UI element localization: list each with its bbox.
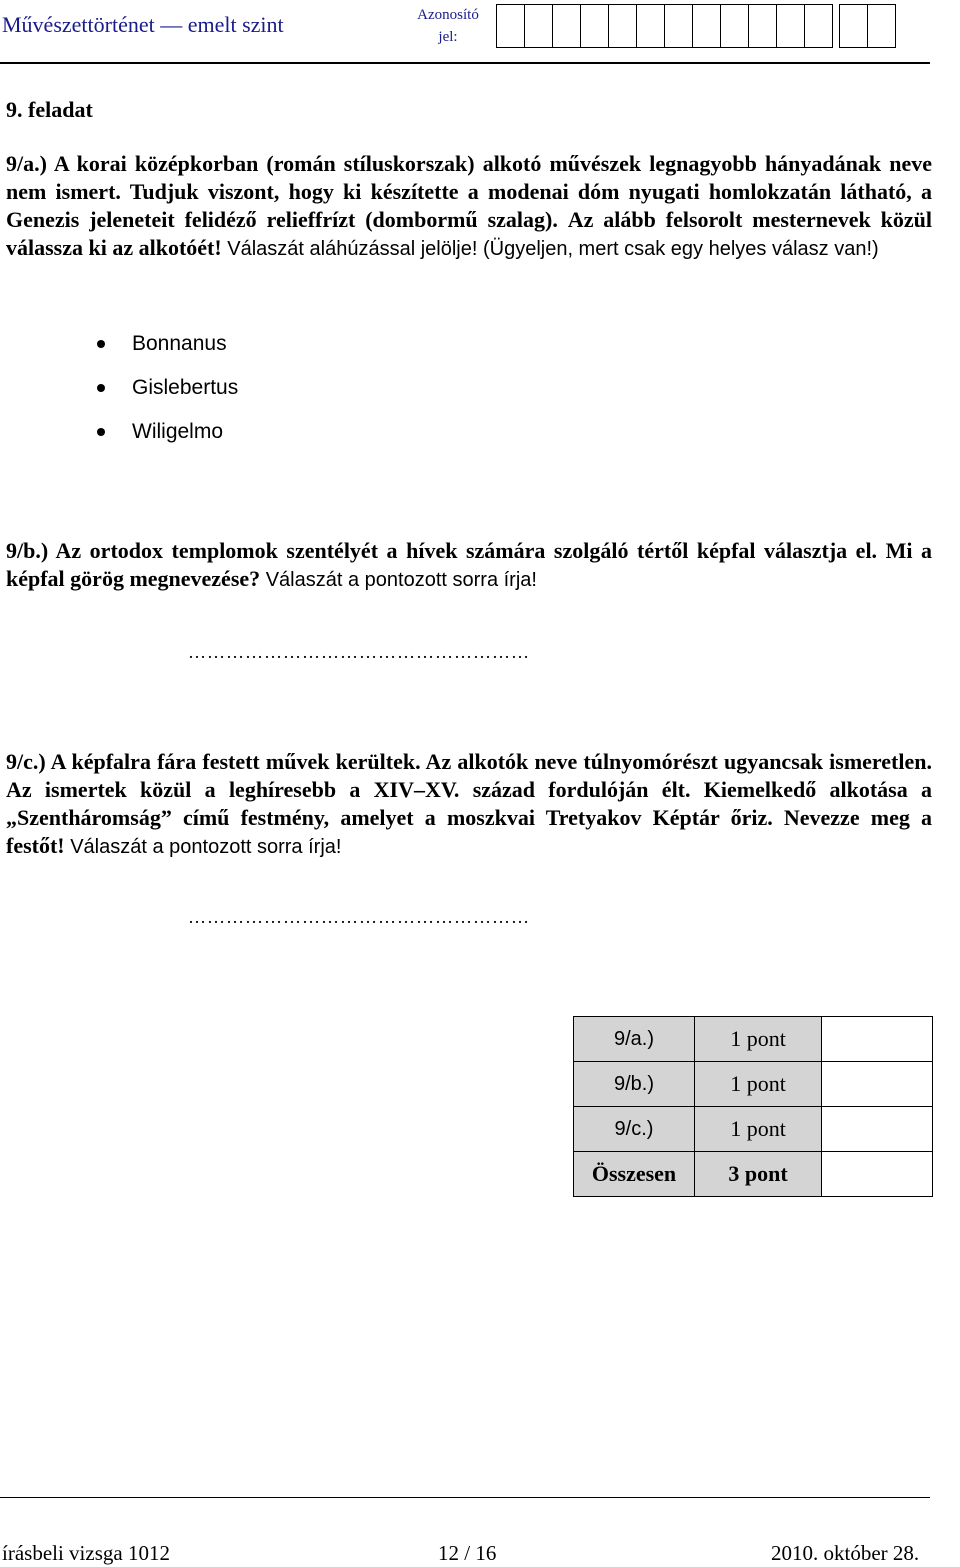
task-title: 9. feladat — [6, 97, 93, 122]
id-box[interactable] — [692, 4, 721, 48]
option-label: Wiligelmo — [132, 420, 224, 443]
option-label: Bonnanus — [132, 332, 227, 355]
score-table — [573, 1016, 933, 1197]
header-title: Művészettörténet — emelt szint — [2, 12, 284, 37]
score-row — [574, 1017, 933, 1062]
id-box[interactable] — [720, 4, 749, 48]
footer-page-number: 12 / 16 — [438, 1541, 497, 1565]
id-box[interactable] — [664, 4, 693, 48]
task-c-text — [6, 748, 932, 861]
id-label-line2: jel: — [438, 29, 458, 45]
footer-exam: írásbeli vizsga 1012 — [2, 1541, 170, 1565]
option-item[interactable] — [97, 322, 238, 366]
task-c-question: 9/c.) A képfalra fára festett művek kerültek. Az alkotók neve túlnyomórészt ugyancsak ismeretlen. Az ismertek közül a leghíresebb a XIV–XV. század fordulóján élt. Kiemelkedő alkotása a „Szentháromság” című festmény, amelyet a moszkvai Tretyakov Képtár őriz. Nevezze meg a festőt! — [6, 749, 932, 858]
score-label: 9/a.) — [574, 1017, 695, 1062]
task-b-answer-line[interactable]: ……………………………………………… — [188, 642, 530, 662]
score-points: 1 pont — [695, 1017, 822, 1062]
score-input-cell[interactable] — [822, 1062, 933, 1107]
option-label: Gislebertus — [132, 376, 239, 399]
task-a-instruction-plain: Válaszát aláhúzással jelölje! (Ügyeljen, mert csak egy helyes válasz van!) — [221, 238, 879, 260]
footer-rule — [0, 1497, 930, 1498]
id-box[interactable] — [839, 4, 868, 48]
score-input-cell[interactable] — [822, 1107, 933, 1152]
id-box[interactable] — [524, 4, 553, 48]
task-a-question: 9/a.) A korai középkorban (román stíluskorszak) alkotó művészek legnagyobb hányadának neve nem ismert. Tudjuk viszont, hogy ki készítette a modenai dóm nyugati homlokzatán látható, a Genezis jeleneteit felidéző relieffrízt (dombormű szalag). — [6, 151, 932, 232]
task-c-instruction: Válaszát a pontozott sorra írja! — [64, 836, 342, 858]
score-total-points: 3 pont — [695, 1152, 822, 1197]
footer-date: 2010. október 28. — [771, 1541, 920, 1565]
id-label — [408, 4, 488, 48]
task-b-instruction: Válaszát a pontozott sorra írja! — [260, 569, 537, 591]
bullet-icon — [97, 428, 105, 436]
bullet-icon — [97, 340, 105, 348]
id-box[interactable] — [748, 4, 777, 48]
score-label: 9/c.) — [574, 1107, 695, 1152]
id-input-boxes[interactable] — [497, 4, 896, 48]
id-box[interactable] — [867, 4, 896, 48]
id-label-line1: Azonosító — [417, 7, 479, 23]
score-points: 1 pont — [695, 1107, 822, 1152]
score-row — [574, 1107, 933, 1152]
option-item[interactable] — [97, 366, 238, 410]
task-a-text — [6, 150, 932, 263]
option-item[interactable] — [97, 410, 238, 454]
score-points: 1 pont — [695, 1062, 822, 1107]
score-total-row — [574, 1152, 933, 1197]
score-label: 9/b.) — [574, 1062, 695, 1107]
task-a-instruction: Az alább felsorolt mesternevek közül válassza ki az alkotóét! — [6, 207, 932, 260]
header-rule — [0, 62, 930, 64]
id-box[interactable] — [608, 4, 637, 48]
task-c-answer-line[interactable]: ……………………………………………… — [188, 907, 530, 927]
id-box[interactable] — [496, 4, 525, 48]
task-b-question: 9/b.) Az ortodox templomok szentélyét a hívek számára szolgáló tértől képfal választja el. Mi a képfal görög megnevezése? — [6, 538, 932, 591]
bullet-icon — [97, 384, 105, 392]
task-b-text — [6, 537, 932, 594]
score-input-cell[interactable] — [822, 1017, 933, 1062]
id-box[interactable] — [776, 4, 805, 48]
id-box[interactable] — [804, 4, 833, 48]
id-box[interactable] — [636, 4, 665, 48]
id-box[interactable] — [580, 4, 609, 48]
score-total-label: Összesen — [574, 1152, 695, 1197]
options-list — [97, 322, 238, 454]
score-row — [574, 1062, 933, 1107]
score-total-input-cell[interactable] — [822, 1152, 933, 1197]
id-box[interactable] — [552, 4, 581, 48]
